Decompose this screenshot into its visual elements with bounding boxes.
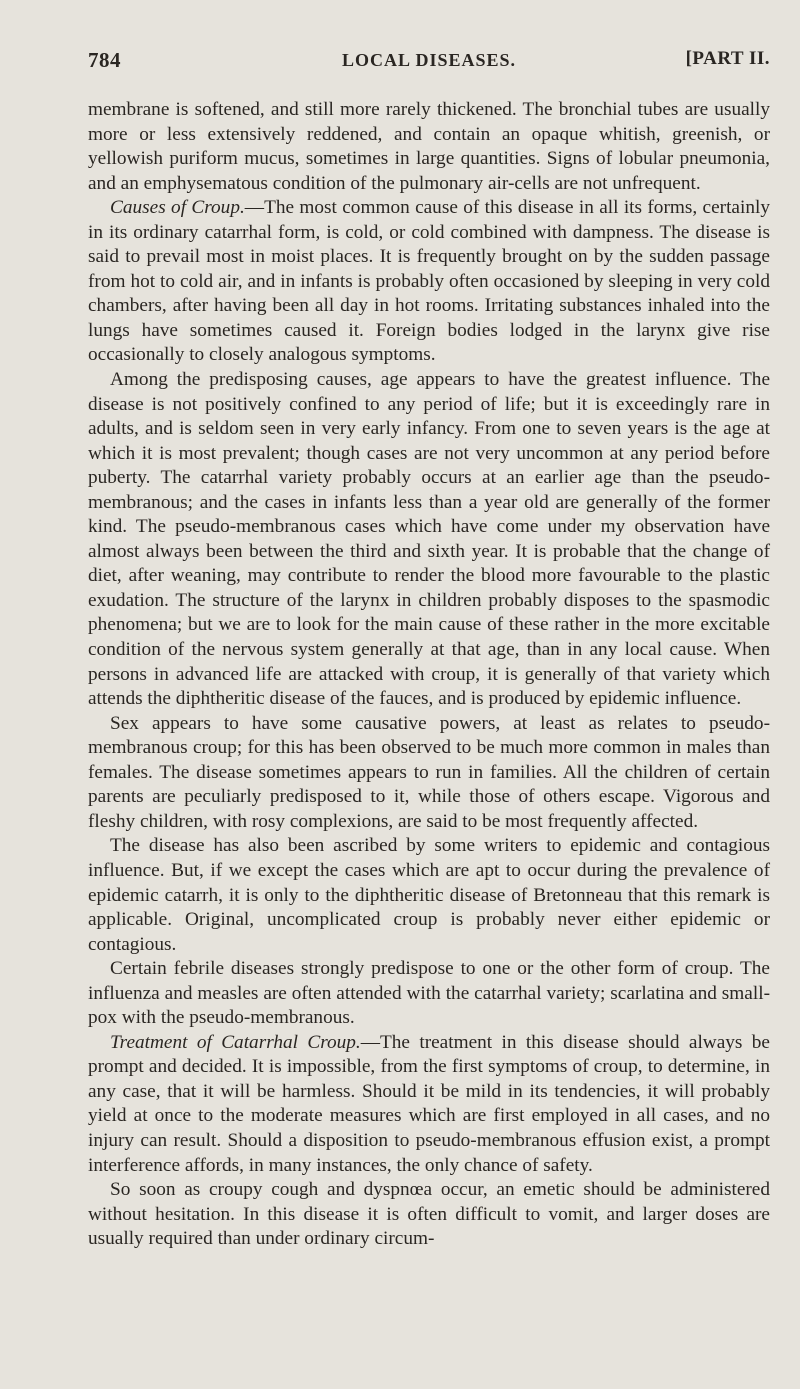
- paragraph-text: The disease has also been ascribed by some writers to epidemic and contagious influence. But, if we except the cases which are apt to occur during the prevalence of epidemic catarrh, it is only to the diphtheritic disease of Bretonneau that this remark is applicable. Original, uncomplicated croup is probably never either epidemic or contagious.: [88, 835, 770, 955]
- chapter-title: LOCAL DISEASES.: [341, 50, 517, 70]
- paragraph-treatment: [88, 1031, 770, 1178]
- page-number: 784: [88, 48, 121, 72]
- paragraph-text: Sex appears to have some causative powers, at least as relates to pseudo-membranous croup; for this has been observed to be much more common in males than females. The disease sometimes appears to run in families. All the children of certain parents are peculiarly predisposed to it, while those of others escape. Vigorous and fleshy children, with rosy complexions, are said to be most frequently affected.: [88, 712, 770, 832]
- paragraph-membrane: [88, 98, 770, 196]
- paragraph-sex: [88, 712, 770, 835]
- part-label: [PART II.: [685, 48, 770, 69]
- paragraph-febrile: [88, 957, 770, 1031]
- paragraph-text: Among the predisposing causes, age appears to have the greatest influence. The disease is not positively confined to any period of life; but it is exceedingly rare in adults, and is seldom seen in very early infancy. From one to seven years is the age at which it is most prevalent; though cases are not very uncommon at any period before puberty. The catarrhal variety probably occurs at an earlier age than the pseudo-membranous; and the cases in infants less than a year old are generally of the former kind. The pseudo-membranous cases which have come under my observation have almost always been between the third and sixth year. It is probable that the change of diet, after weaning, may contribute to render the blood more favourable to the plastic exudation. The structure of the larynx in children probably disposes to the spasmodic phenomena; but we are to look for the main cause of these rather in the more excitable condition of the nervous system generally at that age, than in any local cause. When persons in advanced life are attacked with croup, it is generally of that variety which attends the diphtheritic disease of the fauces, and is produced by epidemic influence.: [88, 369, 770, 710]
- paragraph-emetic: [88, 1178, 770, 1252]
- running-head: [88, 48, 770, 76]
- paragraph-causes: [88, 196, 770, 368]
- paragraph-text: membrane is softened, and still more rarely thickened. The bronchial tubes are usually more or less extensively reddened, and contain an opaque whitish, greenish, or yellowish puriform mucus, sometimes in large quantities. Signs of lobular pneumonia, and an emphysematous condition of the pulmonary air-cells are not unfrequent.: [88, 99, 770, 194]
- section-heading-treatment: Treatment of Catarrhal Croup.: [110, 1031, 361, 1053]
- paragraph-text: So soon as croupy cough and dyspnœa occur, an emetic should be administered without hesitation. In this disease it is often difficult to vomit, and larger doses are usually required than under ordinary circum-: [88, 1179, 770, 1250]
- paragraph-text: —The treatment in this disease should always be prompt and decided. It is impossible, from the first symptoms of croup, to determine, in any case, that it will be harmless. Should it be mild in its tendencies, it will probably yield at once to the moderate measures which are first employed in all cases, and no injury can result. Should a disposition to pseudo-membranous effusion exist, a prompt interference affords, in many instances, the only chance of safety.: [88, 1031, 770, 1176]
- paragraph-text: —The most common cause of this disease in all its forms, certainly in its ordinary catarrhal form, is cold, or cold combined with dampness. The disease is said to prevail most in moist places. It is frequently brought on by the sudden passage from hot to cold air, and in infants is probably often occasioned by sleeping in very cold chambers, after having been all day in hot rooms. Irritating substances inhaled into the lungs have sometimes caused it. Foreign bodies lodged in the larynx give rise occasionally to closely analogous symptoms.: [88, 197, 770, 366]
- paragraph-predisposing: [88, 368, 770, 712]
- paragraph-text: Certain febrile diseases strongly predispose to one or the other form of croup. The influenza and measles are often attended with the catarrhal variety; scarlatina and small-pox with the pseudo-membranous.: [88, 958, 770, 1029]
- section-heading-causes: Causes of Croup.: [110, 197, 245, 219]
- paragraph-epidemic: [88, 834, 770, 957]
- body-text: [88, 98, 770, 1252]
